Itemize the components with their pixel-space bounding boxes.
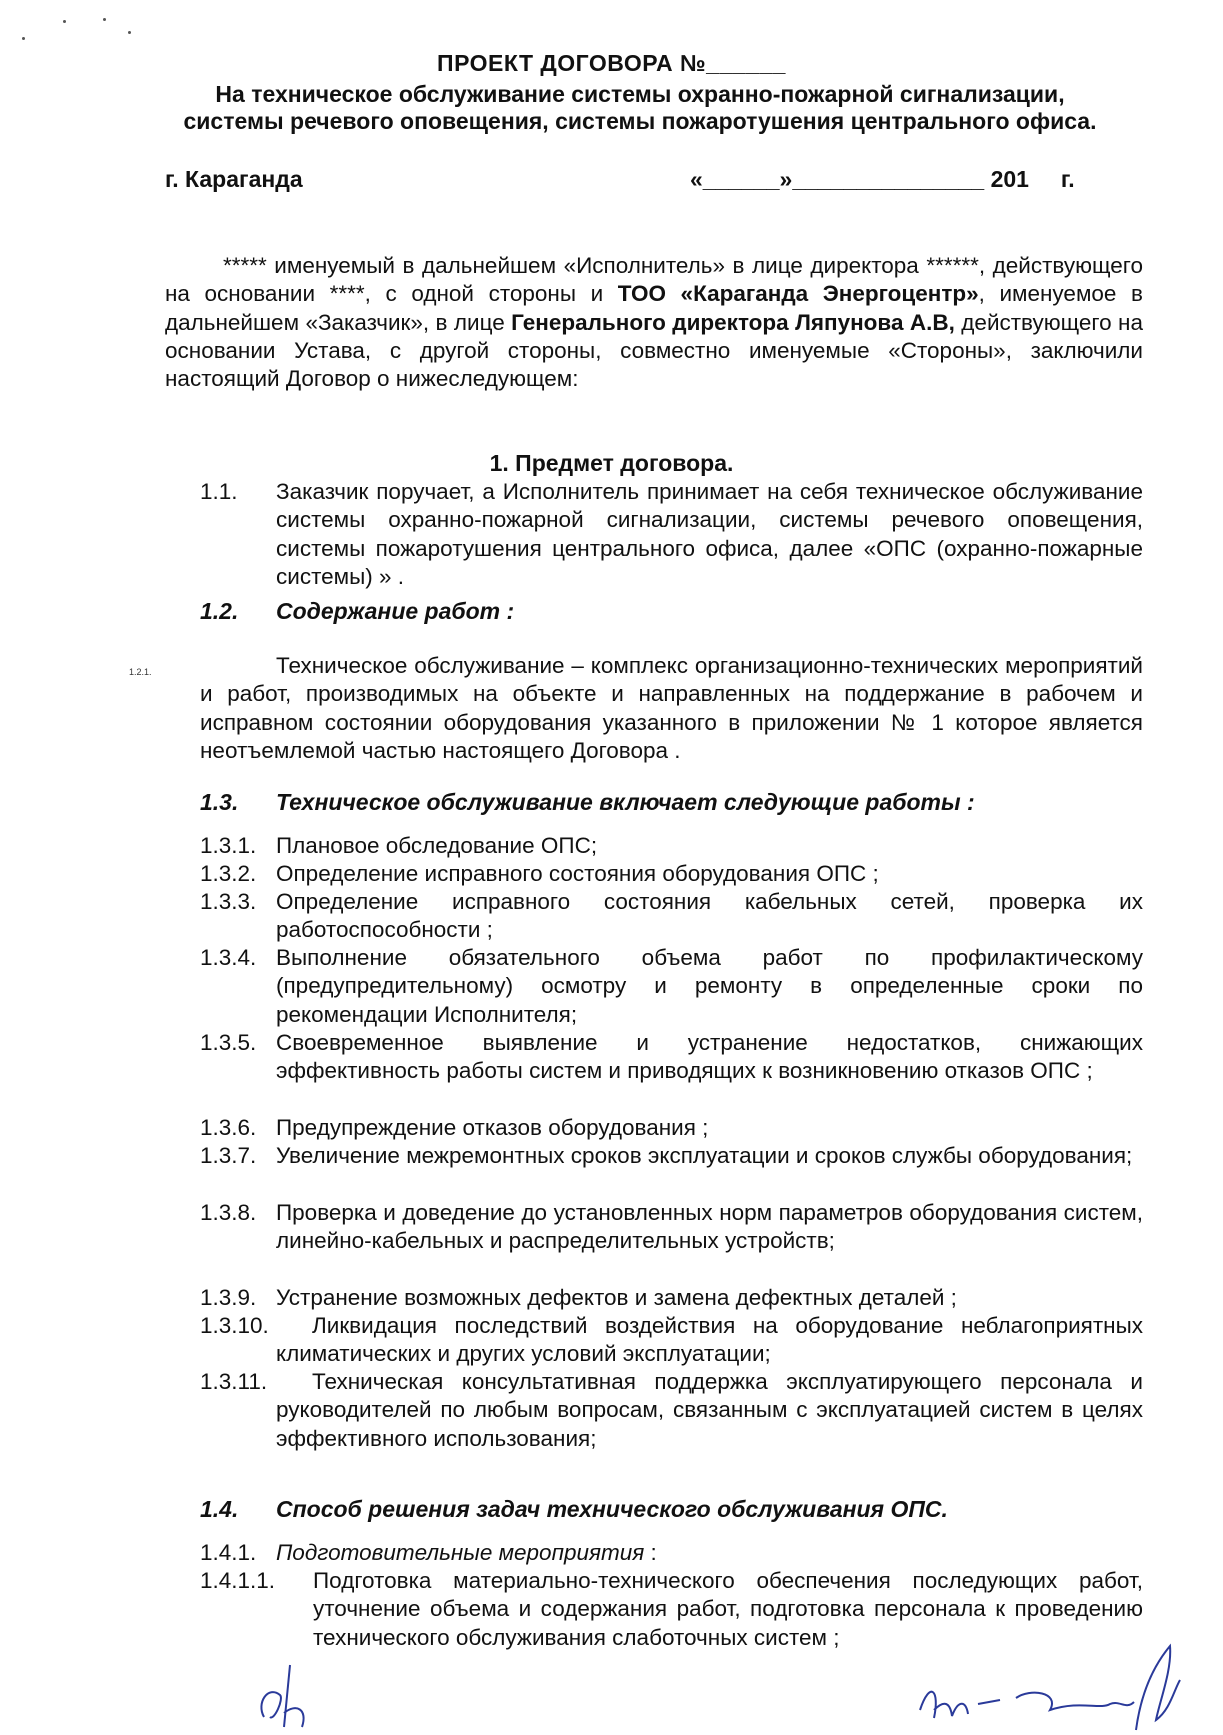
clause-text: Определение исправного состояния оборудования ОПС ;	[276, 861, 879, 886]
clause-heading: Способ решения задач технического обслуживания ОПС.	[276, 1496, 948, 1522]
clause-number: 1.2.	[200, 598, 239, 624]
clause-text: Предупреждение отказов оборудования ;	[276, 1115, 709, 1140]
margin-note: 1.2.1.	[129, 667, 152, 677]
preamble-part-1: ***** именуемый в дальнейшем «Исполнитель» в лице директора ******, действующего на основании ****, с одной стороны и	[165, 253, 1143, 307]
contract-title: ПРОЕКТ ДОГОВОРА №______	[437, 50, 786, 76]
section-1-heading: 1. Предмет договора.	[489, 450, 734, 476]
customer-director: Генерального директора Ляпунова А.В,	[511, 309, 955, 335]
clause-number: 1.3.10.	[200, 1313, 269, 1338]
signature-right	[910, 1640, 1210, 1735]
preamble-part-3: действующего на основании Устава, с другой стороны, совместно именуемые «Стороны», заключили настоящий Договор о нижеследующем:	[165, 309, 1143, 392]
preamble-paragraph	[165, 252, 1143, 393]
clause-text: Проверка и доведение до установленных норм параметров оборудования систем, линейно-кабельных и распределительных устройств;	[276, 1200, 1143, 1254]
clause-text: Устранение возможных дефектов и замена дефектных деталей ;	[276, 1285, 957, 1310]
clause-number: 1.4.	[200, 1496, 239, 1522]
clause-number: 1.3.5.	[200, 1030, 257, 1055]
clause-text: Увеличение межремонтных сроков эксплуатации и сроков службы оборудования;	[276, 1143, 1133, 1168]
clause-text: Своевременное выявление и устранение недостатков, снижающих эффективность работы систем и приводящих к возникновению отказов ОПС ;	[276, 1030, 1143, 1084]
clause-text: Выполнение обязательного объема работ по профилактическому (предупредительному) осмотру и ремонту в определенные сроки по рекомендации Исполнителя;	[276, 945, 1143, 1027]
contract-subtitle: На техническое обслуживание системы охранно-пожарной сигнализации, системы речевого оповещения, системы пожаротушения центрального офиса.	[183, 81, 1097, 134]
clause-text: Определение исправного состояния кабельных сетей, проверка их работоспособности ;	[276, 889, 1143, 943]
city: г. Караганда	[165, 166, 303, 192]
clause-number: 1.3.2.	[200, 861, 257, 886]
clause-number: 1.1.	[200, 479, 238, 504]
clause-text	[276, 1539, 1143, 1567]
clause-text: Техническая консультативная поддержка эксплуатирующего персонала и руководителей по любым вопросам, связанным с эксплуатацией систем в целях эффективного использования;	[276, 1369, 1143, 1451]
clause-text: Ликвидация последствий воздействия на оборудование неблагоприятных климатических и других условий эксплуатации;	[276, 1313, 1143, 1367]
clause-tail: :	[644, 1540, 657, 1565]
clause-text: Подготовка материально-технического обеспечения последующих работ, уточнение объема и содержания работ, подготовка персонала к проведению технического обслуживания слаботочных систем ;	[313, 1568, 1143, 1650]
clause-number: 1.3.8.	[200, 1200, 257, 1225]
clause-number: 1.3.1.	[200, 833, 257, 858]
clause-number: 1.3.7.	[200, 1143, 257, 1168]
contract-date: «______»_______________ 201 г.	[690, 166, 1075, 192]
clause-heading: Техническое обслуживание включает следующие работы :	[276, 789, 975, 815]
clause-heading-italic: Подготовительные мероприятия	[276, 1540, 645, 1565]
clause-number: 1.3.3.	[200, 889, 257, 914]
clause-text: Плановое обследование ОПС;	[276, 833, 598, 858]
clause-text: Заказчик поручает, а Исполнитель принимает на себя техническое обслуживание системы охранно-пожарной сигнализации, системы речевого оповещения, системы пожаротушения центрального офиса, далее «ОПС (охранно-пожарные системы) » .	[276, 479, 1143, 589]
clause-1-2-1: Техническое обслуживание – комплекс организационно-технических мероприятий и работ, производимых на объекте и направленных на поддержание в рабочем и исправном состоянии оборудования указанного в приложении № 1 которое является неотъемлемой частью настоящего Договора .	[200, 653, 1143, 763]
preamble-part-2: , именуемое в дальнейшем «Заказчик», в лице	[165, 281, 1143, 335]
clause-number: 1.3.	[200, 789, 239, 815]
clause-number: 1.3.6.	[200, 1115, 257, 1140]
clause-number: 1.3.4.	[200, 945, 257, 970]
clause-number: 1.3.11.	[200, 1369, 268, 1394]
clause-heading: Содержание работ :	[276, 598, 515, 624]
clause-number: 1.3.9.	[200, 1285, 257, 1310]
signature-left	[250, 1655, 340, 1735]
clause-number: 1.4.1.1.	[200, 1568, 276, 1593]
customer-name: ТОО «Караганда Энергоцентр»	[617, 281, 979, 307]
clause-number: 1.4.1.	[200, 1540, 257, 1565]
